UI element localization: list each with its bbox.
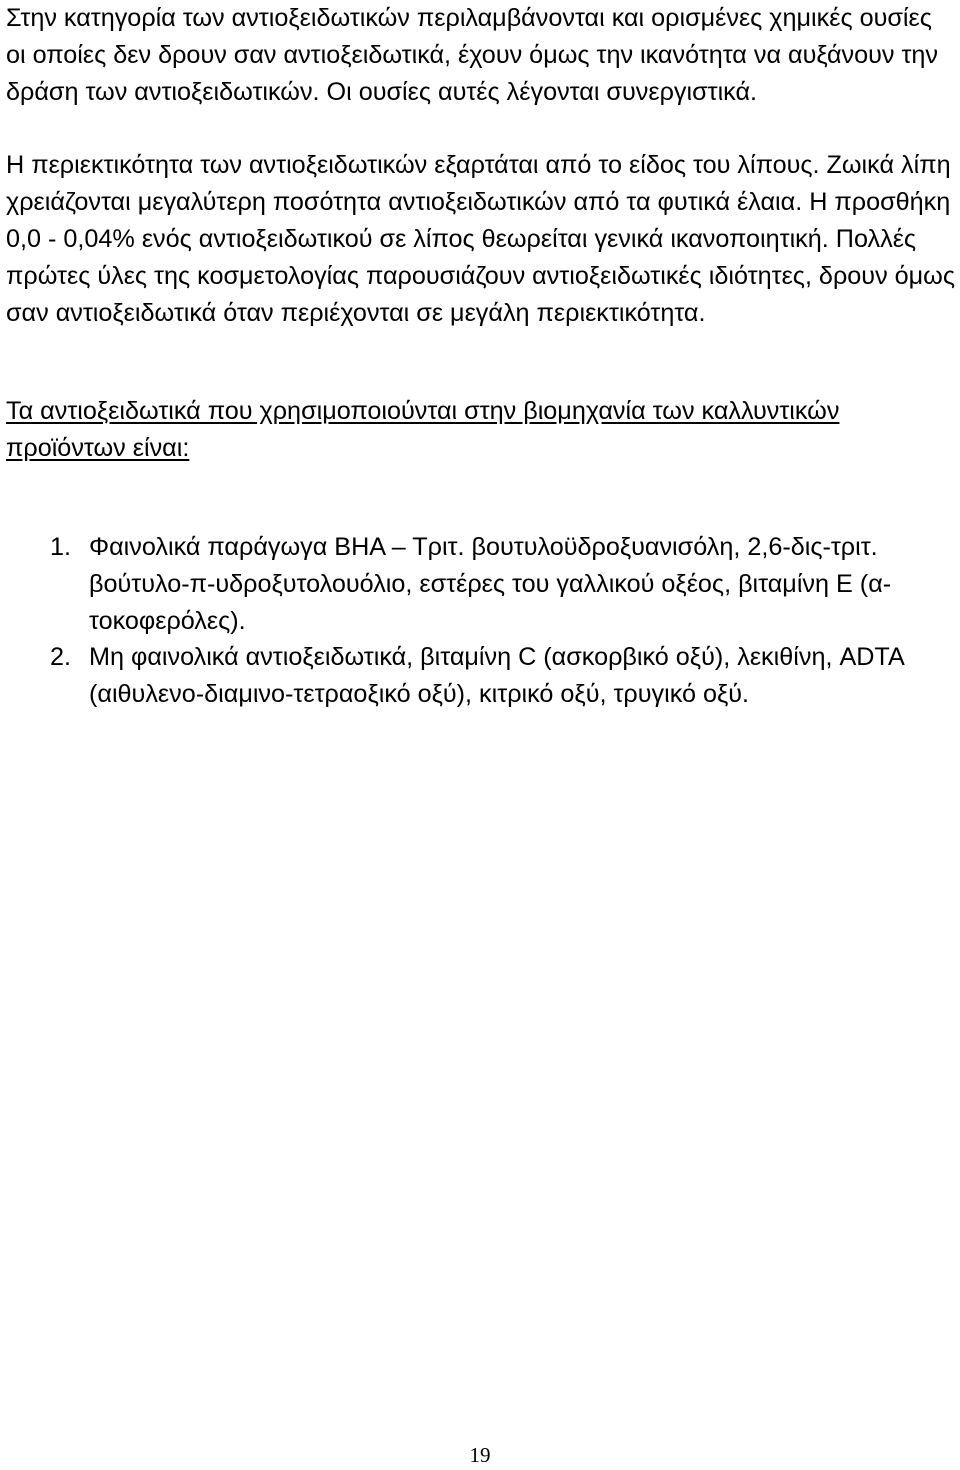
list-item-text: Μη φαινολικά αντιοξειδωτικά, βιταμίνη C (ασκορβικό οξύ), λεκιθίνη, ADTA (αιθυλενο-διαμινο-τετραοξικό οξύ), κιτρικό οξύ, τρυγικό οξύ. (89, 643, 904, 709)
list-item (6, 639, 956, 713)
section-heading: Τα αντιοξειδωτικά που χρησιμοποιούνται στην βιομηχανία των καλλυντικών προϊόντων είναι: (6, 397, 840, 463)
paragraph-antioxidant-content: Η περιεκτικότητα των αντιοξειδωτικών εξαρτάται από το είδος του λίπους. Ζωικά λίπη χρειάζονται μεγαλύτερη ποσότητα αντιοξειδωτικών από τα φυτικά έλαια. Η προσθήκη 0,0 - 0,04% ενός αντιοξειδωτικού σε λίπος θεωρείται γενικά ικανοποιητική. Πολλές πρώτες ύλες της κοσμετολογίας παρουσιάζουν αντιοξειδωτικές ιδιότητες, δρουν όμως σαν αντιοξειδωτικά όταν περιέχονται σε μεγάλη περιεκτικότητα. (6, 151, 955, 327)
page-number: 19 (469, 1443, 491, 1467)
antioxidant-list (6, 529, 956, 713)
paragraph-synergists: Στην κατηγορία των αντιοξειδωτικών περιλαμβάνονται και ορισμένες χημικές ουσίες οι οποίες δεν δρουν σαν αντιοξειδωτικά, έχουν όμως την ικανότητα να αυξάνουν την δράση των αντιοξειδωτικών. Οι ουσίες αυτές λέγονται συνεργιστικά. (6, 4, 939, 106)
list-item-number: 1. (50, 532, 72, 561)
list-item-text: Φαινολικά παράγωγα ΒΗΑ – Τριτ. βουτυλοϋδροξυανισόλη, 2,6-δις-τριτ. βούτυλο-π-υδροξυτολουόλιο, εστέρες του γαλλικού οξέος, βιταμίνη Ε (α-τοκοφερόλες). (89, 532, 892, 635)
document-page (6, 0, 956, 713)
list-item (6, 529, 956, 639)
list-item-number: 2. (50, 643, 72, 672)
